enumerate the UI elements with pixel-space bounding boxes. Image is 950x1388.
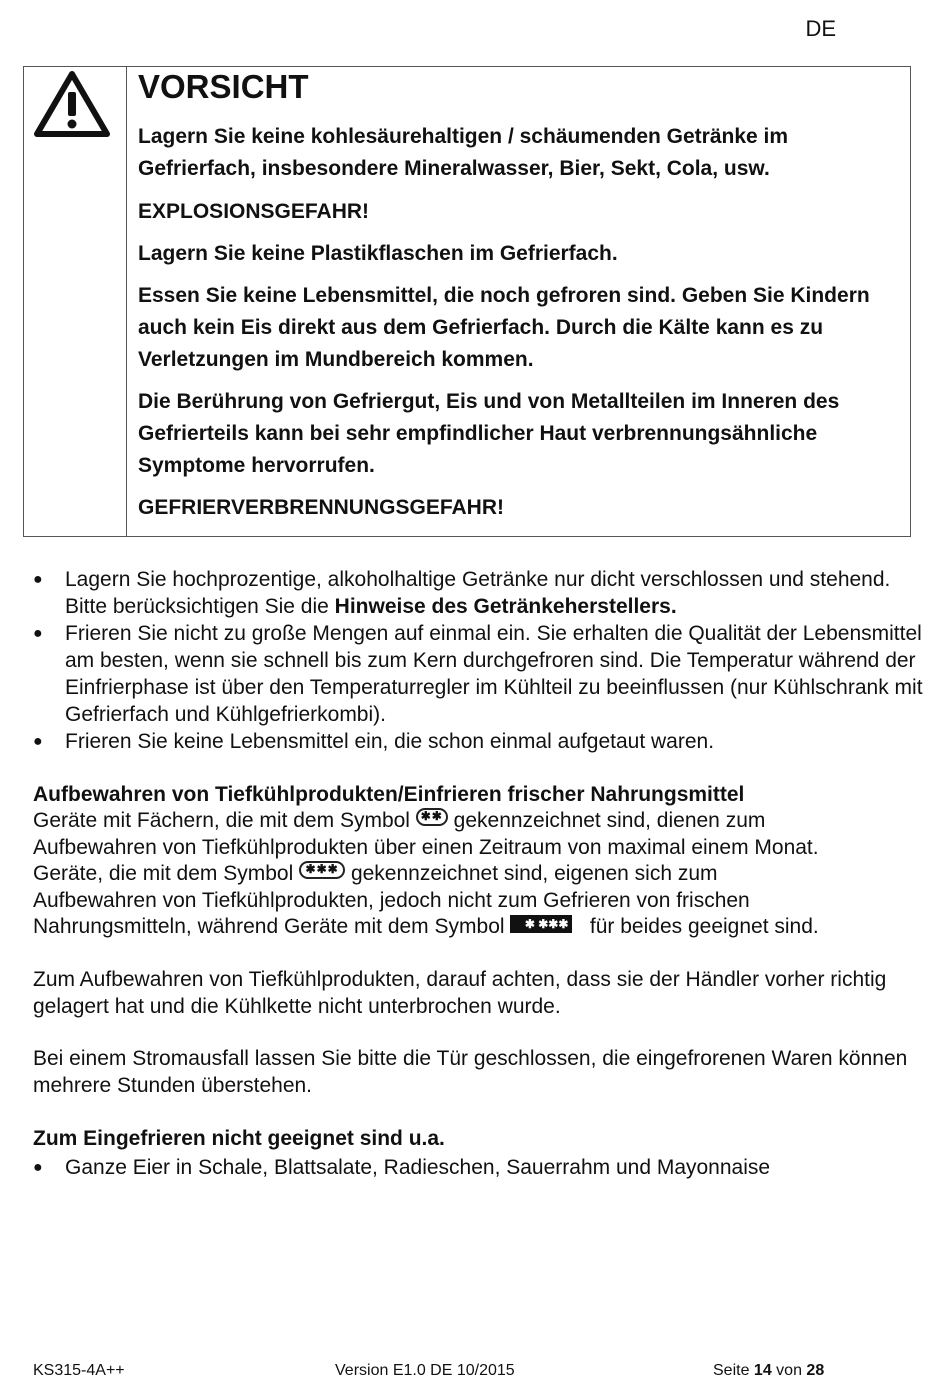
bullet-icon: ● bbox=[33, 625, 43, 642]
caution-paragraph: Die Berührung von Gefriergut, Eis und von Metallteilen im Inneren des Gefrierteils kann bei sehr empfindlicher Haut verbrennungsähnliche Symptome hervorrufen. bbox=[138, 390, 840, 477]
section-heading: Aufbewahren von Tiefkühlprodukten/Einfrieren frischer Nahrungsmittel bbox=[33, 783, 745, 806]
list-item: ● Frieren Sie keine Lebensmittel ein, die schon einmal aufgetaut waren. bbox=[33, 730, 715, 753]
caution-paragraph: Lagern Sie keine kohlesäurehaltigen / schäumenden Getränke im Gefrierfach, insbesondere Mineralwasser, Bier, Sekt, Cola, usw. bbox=[138, 125, 789, 180]
unsuitable-list bbox=[33, 1154, 923, 1181]
caution-title: VORSICHT bbox=[138, 68, 309, 105]
footer-model: KS315-4A++ bbox=[33, 1362, 125, 1379]
storage-paragraph: Geräte mit Fächern, die mit dem Symbol ✱✱ gekennzeichnet sind, dienen zum Aufbewahren von Tiefkühlprodukten über einen Zeitraum von maximal einem Monat. Geräte, die mit dem Symbol ✱✱✱ gekennzeichnet sind, eigenen sich zum Aufbewahren von Tiefkühlprodukten, jedoch nicht zum Gefrieren von frischen Nahrungsmitteln, während Geräte mit dem Symbol ✱ ✱✱✱ für beides geeignet sind. bbox=[33, 809, 819, 938]
four-star-symbol-icon: ✱ ✱✱✱ bbox=[510, 915, 572, 933]
section-heading: Zum Eingefrieren nicht geeignet sind u.a. bbox=[33, 1127, 445, 1150]
list-item: ● Frieren Sie nicht zu große Mengen auf einmal ein. Sie erhalten die Qualität der Lebensmittel am besten, wenn sie schnell bis zum Kern durchgefroren sind. Die Temperatur während der Einfrierphase ist über den Temperaturregler im Kühlteil zu beeinflussen (nur Kühlschrank mit Gefrierfach und Kühlgefrierkombi). bbox=[33, 622, 923, 726]
bullet-icon: ● bbox=[33, 1159, 43, 1176]
power-outage-paragraph: Bei einem Stromausfall lassen Sie bitte die Tür geschlossen, die eingefrorenen Waren können mehrere Stunden überstehen. bbox=[33, 1047, 908, 1097]
list-item: ● Ganze Eier in Schale, Blattsalate, Radieschen, Sauerrahm und Mayonnaise bbox=[33, 1156, 771, 1179]
caution-divider bbox=[126, 66, 127, 537]
warning-triangle-icon bbox=[33, 70, 111, 138]
language-label: DE bbox=[805, 16, 836, 41]
storage-tips-list bbox=[33, 566, 923, 755]
two-star-symbol-icon: ✱✱ bbox=[416, 808, 448, 826]
caution-paragraph: EXPLOSIONSGEFAHR! bbox=[138, 200, 370, 223]
cold-chain-paragraph: Zum Aufbewahren von Tiefkühlprodukten, darauf achten, dass sie der Händler vorher richtig gelagert hat und die Kühlkette nicht unterbrochen wurde. bbox=[33, 968, 887, 1018]
footer-page-number: Seite 14 von 28 bbox=[713, 1362, 825, 1379]
list-item: ● Lagern Sie hochprozentige, alkoholhaltige Getränke nur dicht verschlossen und stehend. Bitte berücksichtigen Sie die Hinweise des Getränkeherstellers. bbox=[33, 568, 891, 618]
three-star-symbol-icon: ✱✱✱ bbox=[299, 861, 345, 879]
caution-paragraph: Lagern Sie keine Plastikflaschen im Gefrierfach. bbox=[138, 242, 618, 265]
caution-paragraph: GEFRIERVERBRENNUNGSGEFAHR! bbox=[138, 496, 504, 519]
caution-paragraph: Essen Sie keine Lebensmittel, die noch gefroren sind. Geben Sie Kindern auch kein Eis direkt aus dem Gefrierfach. Durch die Kälte kann es zu Verletzungen im Mundbereich kommen. bbox=[138, 284, 870, 371]
footer-version: Version E1.0 DE 10/2015 bbox=[335, 1362, 515, 1379]
bullet-icon: ● bbox=[33, 733, 43, 750]
bullet-icon: ● bbox=[33, 571, 43, 588]
